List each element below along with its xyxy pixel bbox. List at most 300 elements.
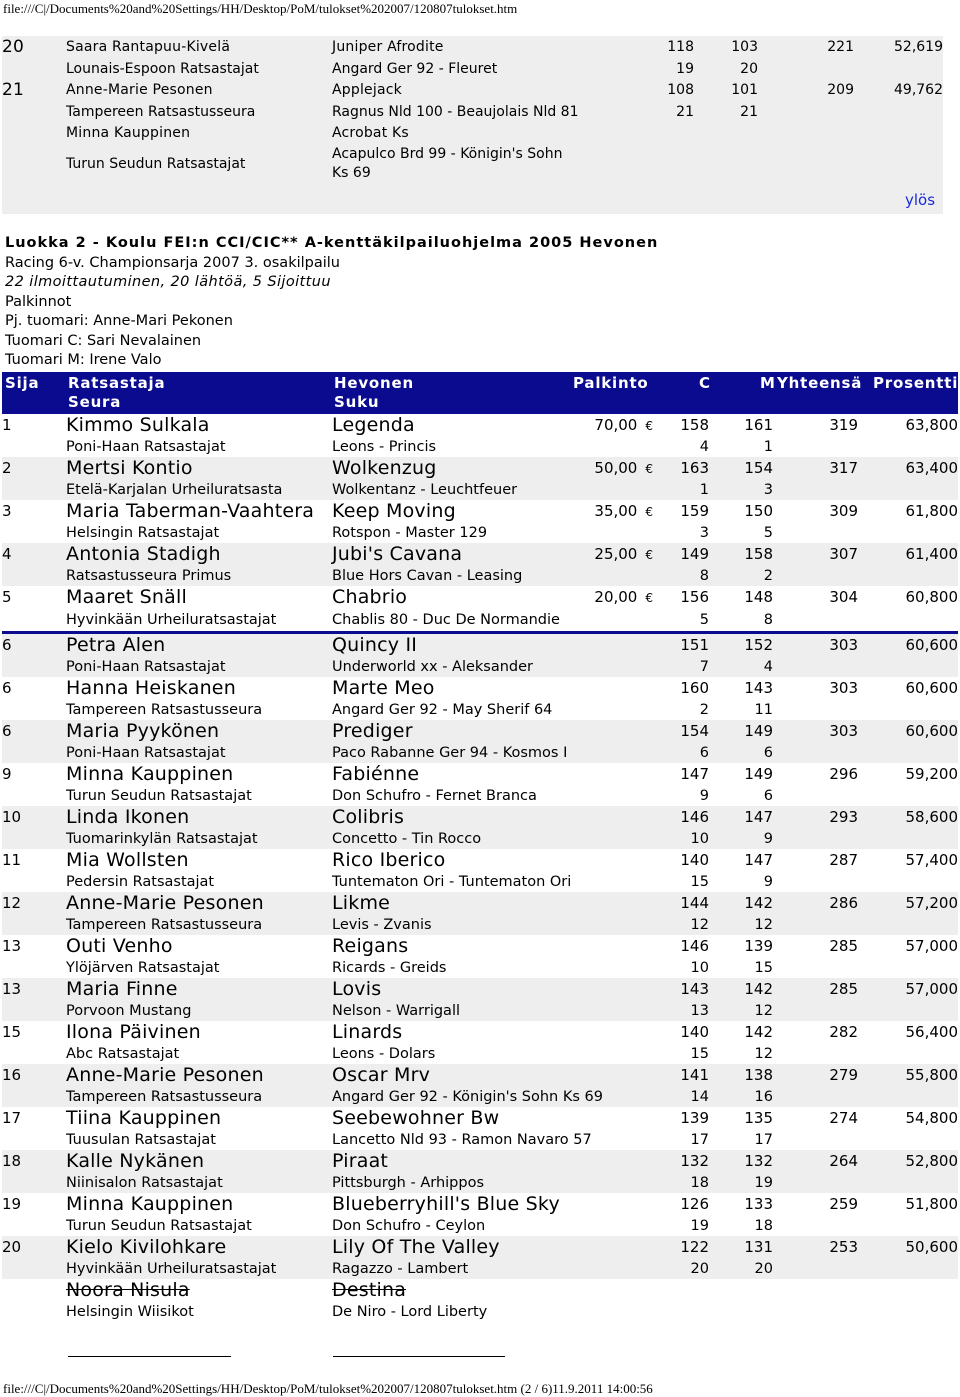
total-score: 253 bbox=[829, 1238, 858, 1256]
c-score: 156 bbox=[680, 588, 709, 606]
horse-name: Reigans bbox=[332, 935, 409, 957]
m-rank: 12 bbox=[754, 1002, 773, 1019]
percent: 52,800 bbox=[905, 1152, 958, 1170]
horse-name: Juniper Afrodite bbox=[332, 39, 444, 55]
club-name: Tampereen Ratsastusseura bbox=[66, 103, 256, 120]
m-score: 161 bbox=[744, 416, 773, 434]
percent: 50,600 bbox=[905, 1238, 958, 1256]
c-score: 159 bbox=[680, 502, 709, 520]
results-table bbox=[2, 414, 958, 1322]
result-row bbox=[2, 978, 958, 1000]
m-rank: 12 bbox=[754, 916, 773, 933]
percent: 59,200 bbox=[905, 765, 958, 783]
c-rank: 9 bbox=[699, 787, 709, 804]
rider-name: Anne-Marie Pesonen bbox=[66, 892, 264, 914]
col-club: Seura bbox=[68, 393, 122, 411]
m-rank: 9 bbox=[763, 830, 773, 847]
euro-icon: € bbox=[645, 462, 653, 476]
m-rank: 16 bbox=[754, 1088, 773, 1105]
results-table-header bbox=[2, 372, 958, 414]
c-score: 118 bbox=[667, 39, 694, 55]
class-info bbox=[5, 234, 658, 371]
total-score: 317 bbox=[829, 459, 858, 477]
club-name: Helsingin Ratsastajat bbox=[66, 524, 220, 541]
result-row-details bbox=[2, 1086, 958, 1107]
col-total: Yhteensä bbox=[777, 374, 863, 392]
result-row bbox=[2, 634, 958, 656]
rider-name: Anne-Marie Pesonen bbox=[66, 82, 213, 98]
rider-name: Maria Finne bbox=[66, 978, 178, 1000]
horse-name: Legenda bbox=[332, 414, 415, 436]
underline-left bbox=[68, 1356, 231, 1357]
result-row bbox=[2, 457, 958, 479]
underline-right bbox=[333, 1356, 505, 1357]
horse-name: Seebewohner Bw bbox=[332, 1107, 500, 1129]
result-row-details bbox=[2, 742, 958, 763]
judge-c: Tuomari C: Sari Nevalainen bbox=[5, 332, 202, 349]
club-name: Porvoon Mustang bbox=[66, 1002, 192, 1019]
c-score: 146 bbox=[680, 937, 709, 955]
place: 21 bbox=[2, 80, 25, 100]
club-name: Tuusulan Ratsastajat bbox=[66, 1131, 216, 1148]
result-row bbox=[2, 543, 958, 565]
withdrawn-row bbox=[2, 1279, 958, 1301]
club-name: Lounais-Espoon Ratsastajat bbox=[66, 60, 259, 77]
c-score: 163 bbox=[680, 459, 709, 477]
place: 17 bbox=[2, 1109, 22, 1127]
rider-name: Maria Taberman-Vaahtera bbox=[66, 500, 315, 522]
euro-icon: € bbox=[645, 548, 653, 562]
total-score: 259 bbox=[829, 1195, 858, 1213]
m-score: 147 bbox=[744, 808, 773, 826]
m-rank: 21 bbox=[740, 103, 758, 120]
result-row-details bbox=[2, 957, 958, 978]
breeding: Wolkentanz - Leuchtfeuer bbox=[332, 481, 518, 498]
result-row-details bbox=[2, 1172, 958, 1193]
breeding: Chablis 80 - Duc De Normandie bbox=[332, 611, 560, 628]
percent: 54,800 bbox=[905, 1109, 958, 1127]
c-rank: 21 bbox=[676, 103, 694, 120]
c-rank: 19 bbox=[676, 60, 694, 77]
horse-name: Jubi's Cavana bbox=[332, 543, 463, 565]
place: 15 bbox=[2, 1023, 22, 1041]
breeding: Underworld xx - Aleksander bbox=[332, 658, 534, 675]
judge-m: Tuomari M: Irene Valo bbox=[5, 352, 162, 368]
club-name: Turun Seudun Ratsastajat bbox=[66, 1217, 252, 1234]
m-score: 142 bbox=[744, 894, 773, 912]
m-rank: 12 bbox=[754, 1045, 773, 1062]
breeding: Blue Hors Cavan - Leasing bbox=[332, 567, 523, 584]
c-score: 132 bbox=[680, 1152, 709, 1170]
place: 11 bbox=[2, 851, 22, 869]
m-score: 158 bbox=[744, 545, 773, 563]
class-title: Luokka 2 - Koulu FEI:n CCI/CIC** A-kenttäkilpailuohjelma 2005 Hevonen bbox=[5, 235, 659, 251]
prev-row-details bbox=[2, 101, 943, 122]
rider-name: Mertsi Kontio bbox=[66, 457, 193, 479]
rider-name: Tiina Kauppinen bbox=[66, 1107, 222, 1129]
total-score: 304 bbox=[829, 588, 858, 606]
breeding: Pittsburgh - Arhippos bbox=[332, 1174, 485, 1191]
m-score: 142 bbox=[744, 980, 773, 998]
c-score: 146 bbox=[680, 808, 709, 826]
back-to-top-link[interactable]: ylös bbox=[905, 191, 936, 209]
total-score: 221 bbox=[827, 39, 854, 55]
result-row-details bbox=[2, 479, 958, 500]
place: 18 bbox=[2, 1152, 22, 1170]
total-score: 303 bbox=[829, 722, 858, 740]
club-name: Tuomarinkylän Ratsastajat bbox=[66, 830, 258, 847]
rider-name: Anne-Marie Pesonen bbox=[66, 1064, 264, 1086]
horse-name: Fabiénne bbox=[332, 763, 420, 785]
total-score: 293 bbox=[829, 808, 858, 826]
place: 6 bbox=[2, 679, 12, 697]
horse-name: Quincy II bbox=[332, 634, 418, 656]
m-score: 149 bbox=[744, 765, 773, 783]
percent: 57,000 bbox=[905, 980, 958, 998]
total-score: 287 bbox=[829, 851, 858, 869]
result-row bbox=[2, 935, 958, 957]
breeding: Lancetto Nld 93 - Ramon Navaro 57 bbox=[332, 1131, 592, 1148]
result-row bbox=[2, 677, 958, 699]
prize-amount: 25,00 bbox=[594, 545, 638, 563]
percent: 63,400 bbox=[905, 459, 958, 477]
place: 20 bbox=[2, 37, 25, 57]
col-c: C bbox=[699, 374, 711, 392]
m-score: 132 bbox=[744, 1152, 773, 1170]
breeding: Tuntematon Ori - Tuntematon Ori bbox=[332, 873, 572, 890]
page-footer: file:///C|/Documents%20and%20Settings/HH/Desktop/PoM/tulokset%202007/120807tulokset.htm (2 / 6)11.9.2011 14:00:56 bbox=[3, 1381, 653, 1396]
horse-name: Colibris bbox=[332, 806, 405, 828]
club-name: Helsingin Wiisikot bbox=[66, 1303, 194, 1320]
rider-name: Ilona Päivinen bbox=[66, 1021, 201, 1043]
horse-name: Keep Moving bbox=[332, 500, 456, 522]
total-score: 309 bbox=[829, 502, 858, 520]
place: 6 bbox=[2, 636, 12, 654]
m-score: 152 bbox=[744, 636, 773, 654]
percent: 61,800 bbox=[905, 502, 958, 520]
place: 9 bbox=[2, 765, 12, 783]
rider-name: Noora Nisula bbox=[66, 1279, 190, 1301]
club-name: Turun Seudun Ratsastajat bbox=[66, 787, 252, 804]
club-name: Poni-Haan Ratsastajat bbox=[66, 438, 226, 455]
club-name: Hyvinkään Urheiluratsastajat bbox=[66, 1260, 277, 1277]
club-name: Ratsastusseura Primus bbox=[66, 567, 232, 584]
total-score: 209 bbox=[827, 82, 854, 98]
m-rank: 18 bbox=[754, 1217, 773, 1234]
c-score: 147 bbox=[680, 765, 709, 783]
percent: 57,000 bbox=[905, 937, 958, 955]
result-row bbox=[2, 1193, 958, 1215]
breeding-continued: Ks 69 bbox=[332, 165, 371, 181]
prev-row-details bbox=[2, 144, 943, 184]
percent: 58,600 bbox=[905, 808, 958, 826]
horse-name: Rico Iberico bbox=[332, 849, 446, 871]
c-score: 122 bbox=[680, 1238, 709, 1256]
prize-amount: 35,00 bbox=[594, 502, 638, 520]
place: 5 bbox=[2, 588, 12, 606]
judge-main: Pj. tuomari: Anne-Mari Pekonen bbox=[5, 313, 233, 329]
m-score: 103 bbox=[731, 39, 758, 55]
m-score: 133 bbox=[744, 1195, 773, 1213]
c-rank: 12 bbox=[690, 916, 709, 933]
euro-icon: € bbox=[645, 419, 653, 433]
breeding: Leons - Princis bbox=[332, 438, 437, 455]
percent: 49,762 bbox=[894, 82, 943, 98]
rider-name: Saara Rantapuu-Kivelä bbox=[66, 39, 231, 55]
c-rank: 20 bbox=[690, 1260, 709, 1277]
breeding: De Niro - Lord Liberty bbox=[332, 1303, 488, 1320]
place: 1 bbox=[2, 416, 12, 434]
club-name: Niinisalon Ratsastajat bbox=[66, 1174, 223, 1191]
rider-name: Kalle Nykänen bbox=[66, 1150, 205, 1172]
percent: 51,800 bbox=[905, 1195, 958, 1213]
c-rank: 2 bbox=[699, 701, 709, 718]
col-percent: Prosentti bbox=[873, 374, 959, 392]
horse-name: Marte Meo bbox=[332, 677, 435, 699]
m-rank: 19 bbox=[754, 1174, 773, 1191]
c-score: 151 bbox=[680, 636, 709, 654]
rider-name: Minna Kauppinen bbox=[66, 763, 234, 785]
m-rank: 15 bbox=[754, 959, 773, 976]
rider-name: Minna Kauppinen bbox=[66, 125, 191, 141]
rider-name: Mia Wollsten bbox=[66, 849, 189, 871]
c-score: 158 bbox=[680, 416, 709, 434]
breeding: Rotspon - Master 129 bbox=[332, 524, 488, 541]
result-row bbox=[2, 1150, 958, 1172]
total-score: 286 bbox=[829, 894, 858, 912]
prev-row-details bbox=[2, 58, 943, 79]
result-row-details bbox=[2, 1043, 958, 1064]
horse-name: Piraat bbox=[332, 1150, 389, 1172]
c-score: 149 bbox=[680, 545, 709, 563]
result-row-details bbox=[2, 436, 958, 457]
result-row bbox=[2, 414, 958, 436]
percent: 60,600 bbox=[905, 636, 958, 654]
horse-name: Likme bbox=[332, 892, 391, 914]
total-score: 319 bbox=[829, 416, 858, 434]
breeding: Angard Ger 92 - Königin's Sohn Ks 69 bbox=[332, 1088, 603, 1105]
breeding: Paco Rabanne Ger 94 - Kosmos I bbox=[332, 744, 568, 761]
percent: 57,200 bbox=[905, 894, 958, 912]
breeding: Ragnus Nld 100 - Beaujolais Nld 81 bbox=[332, 103, 579, 120]
m-score: 147 bbox=[744, 851, 773, 869]
result-row-details bbox=[2, 785, 958, 806]
result-row bbox=[2, 720, 958, 742]
breeding: Ragazzo - Lambert bbox=[332, 1260, 469, 1277]
club-name: Pedersin Ratsastajat bbox=[66, 873, 215, 890]
m-rank: 11 bbox=[754, 701, 773, 718]
total-score: 279 bbox=[829, 1066, 858, 1084]
m-rank: 20 bbox=[740, 60, 758, 77]
total-score: 282 bbox=[829, 1023, 858, 1041]
c-score: 141 bbox=[680, 1066, 709, 1084]
total-score: 307 bbox=[829, 545, 858, 563]
club-name: Turun Seudun Ratsastajat bbox=[66, 156, 246, 172]
place: 10 bbox=[2, 808, 22, 826]
col-horse: Hevonen bbox=[334, 374, 414, 392]
m-score: 149 bbox=[744, 722, 773, 740]
c-rank: 7 bbox=[699, 658, 709, 675]
breeding: Don Schufro - Ceylon bbox=[332, 1217, 486, 1234]
result-row-details bbox=[2, 1258, 958, 1279]
percent: 63,800 bbox=[905, 416, 958, 434]
c-rank: 6 bbox=[699, 744, 709, 761]
horse-name: Applejack bbox=[332, 82, 402, 98]
total-score: 264 bbox=[829, 1152, 858, 1170]
c-rank: 14 bbox=[690, 1088, 709, 1105]
m-score: 143 bbox=[744, 679, 773, 697]
place: 13 bbox=[2, 937, 22, 955]
club-name: Poni-Haan Ratsastajat bbox=[66, 744, 226, 761]
c-rank: 13 bbox=[690, 1002, 709, 1019]
m-rank: 20 bbox=[754, 1260, 773, 1277]
total-score: 303 bbox=[829, 636, 858, 654]
place: 2 bbox=[2, 459, 12, 477]
result-row bbox=[2, 763, 958, 785]
class-title-continued: Racing 6-v. Championsarja 2007 3. osakilpailu bbox=[5, 254, 340, 271]
m-rank: 17 bbox=[754, 1131, 773, 1148]
place: 4 bbox=[2, 545, 12, 563]
withdrawn-row-details bbox=[2, 1301, 958, 1322]
m-rank: 5 bbox=[763, 524, 773, 541]
result-row-details bbox=[2, 1129, 958, 1150]
horse-name: Prediger bbox=[332, 720, 413, 742]
result-row-details bbox=[2, 699, 958, 720]
rider-name: Minna Kauppinen bbox=[66, 1193, 234, 1215]
horse-name: Blueberryhill's Blue Sky bbox=[332, 1193, 560, 1215]
result-row bbox=[2, 500, 958, 522]
place: 19 bbox=[2, 1195, 22, 1213]
prize-amount: 20,00 bbox=[594, 588, 638, 606]
entries-summary: 22 ilmoittautuminen, 20 lähtöä, 5 Sijoittuu bbox=[5, 274, 331, 290]
result-row bbox=[2, 1107, 958, 1129]
m-score: 154 bbox=[744, 459, 773, 477]
club-name: Poni-Haan Ratsastajat bbox=[66, 658, 226, 675]
c-score: 154 bbox=[680, 722, 709, 740]
rider-name: Kimmo Sulkala bbox=[66, 414, 210, 436]
c-score: 140 bbox=[680, 1023, 709, 1041]
rider-name: Hanna Heiskanen bbox=[66, 677, 236, 699]
c-rank: 4 bbox=[699, 438, 709, 455]
m-score: 148 bbox=[744, 588, 773, 606]
c-rank: 5 bbox=[699, 611, 709, 628]
prev-row bbox=[2, 79, 943, 101]
result-row bbox=[2, 1236, 958, 1258]
prev-row bbox=[2, 36, 943, 58]
club-name: Hyvinkään Urheiluratsastajat bbox=[66, 611, 277, 628]
c-score: 144 bbox=[680, 894, 709, 912]
c-score: 108 bbox=[667, 82, 694, 98]
horse-name: Oscar Mrv bbox=[332, 1064, 431, 1086]
m-rank: 8 bbox=[763, 611, 773, 628]
result-row bbox=[2, 586, 958, 608]
result-row-details bbox=[2, 914, 958, 935]
m-rank: 3 bbox=[763, 481, 773, 498]
rider-name: Maaret Snäll bbox=[66, 586, 187, 608]
m-rank: 1 bbox=[763, 438, 773, 455]
c-score: 160 bbox=[680, 679, 709, 697]
c-rank: 1 bbox=[699, 481, 709, 498]
euro-icon: € bbox=[645, 591, 653, 605]
prize-separator bbox=[2, 631, 958, 634]
breeding: Leons - Dolars bbox=[332, 1045, 436, 1062]
club-name: Tampereen Ratsastusseura bbox=[66, 1088, 263, 1105]
total-score: 285 bbox=[829, 937, 858, 955]
euro-icon: € bbox=[645, 505, 653, 519]
col-m: M bbox=[760, 374, 776, 392]
horse-name: Chabrio bbox=[332, 586, 408, 608]
horse-name: Acrobat Ks bbox=[332, 125, 409, 141]
c-score: 143 bbox=[680, 980, 709, 998]
col-rider: Ratsastaja bbox=[68, 374, 166, 392]
rider-name: Antonia Stadigh bbox=[66, 543, 221, 565]
result-row-details bbox=[2, 565, 958, 586]
total-score: 285 bbox=[829, 980, 858, 998]
place: 16 bbox=[2, 1066, 22, 1084]
m-rank: 6 bbox=[763, 744, 773, 761]
percent: 52,619 bbox=[894, 39, 943, 55]
rider-name: Kielo Kivilohkare bbox=[66, 1236, 227, 1258]
horse-name: Wolkenzug bbox=[332, 457, 437, 479]
horse-name: Linards bbox=[332, 1021, 403, 1043]
result-row-details bbox=[2, 656, 958, 677]
m-rank: 9 bbox=[763, 873, 773, 890]
rider-name: Maria Pyykönen bbox=[66, 720, 220, 742]
breeding: Nelson - Warrigall bbox=[332, 1002, 461, 1019]
m-score: 150 bbox=[744, 502, 773, 520]
col-prize: Palkinto bbox=[573, 374, 649, 392]
m-rank: 6 bbox=[763, 787, 773, 804]
m-score: 135 bbox=[744, 1109, 773, 1127]
m-score: 142 bbox=[744, 1023, 773, 1041]
c-rank: 19 bbox=[690, 1217, 709, 1234]
total-score: 303 bbox=[829, 679, 858, 697]
prev-row bbox=[2, 122, 943, 144]
result-row-details bbox=[2, 871, 958, 892]
breeding: Angard Ger 92 - Fleuret bbox=[332, 60, 498, 77]
result-row-details bbox=[2, 1215, 958, 1236]
place: 3 bbox=[2, 502, 12, 520]
result-row-details bbox=[2, 828, 958, 849]
result-row bbox=[2, 1021, 958, 1043]
rider-name: Linda Ikonen bbox=[66, 806, 190, 828]
result-row bbox=[2, 849, 958, 871]
percent: 60,600 bbox=[905, 679, 958, 697]
percent: 61,400 bbox=[905, 545, 958, 563]
breeding: Levis - Zvanis bbox=[332, 916, 432, 933]
club-name: Etelä-Karjalan Urheiluratsasta bbox=[66, 481, 283, 498]
c-score: 139 bbox=[680, 1109, 709, 1127]
club-name: Tampereen Ratsastusseura bbox=[66, 701, 263, 718]
m-score: 131 bbox=[744, 1238, 773, 1256]
m-score: 138 bbox=[744, 1066, 773, 1084]
c-rank: 15 bbox=[690, 873, 709, 890]
result-row-details bbox=[2, 1000, 958, 1021]
club-name: Tampereen Ratsastusseura bbox=[66, 916, 263, 933]
place: 20 bbox=[2, 1238, 22, 1256]
horse-name: Destina bbox=[332, 1279, 407, 1301]
c-rank: 3 bbox=[699, 524, 709, 541]
percent: 60,800 bbox=[905, 588, 958, 606]
col-place: Sija bbox=[5, 374, 40, 392]
rider-name: Outi Venho bbox=[66, 935, 173, 957]
club-name: Ylöjärven Ratsastajat bbox=[66, 959, 220, 976]
page-header: file:///C|/Documents%20and%20Settings/HH/Desktop/PoM/tulokset%202007/120807tulokset.htm bbox=[3, 1, 518, 16]
percent: 55,800 bbox=[905, 1066, 958, 1084]
place: 12 bbox=[2, 894, 22, 912]
horse-name: Lily Of The Valley bbox=[332, 1236, 500, 1258]
place: 13 bbox=[2, 980, 22, 998]
